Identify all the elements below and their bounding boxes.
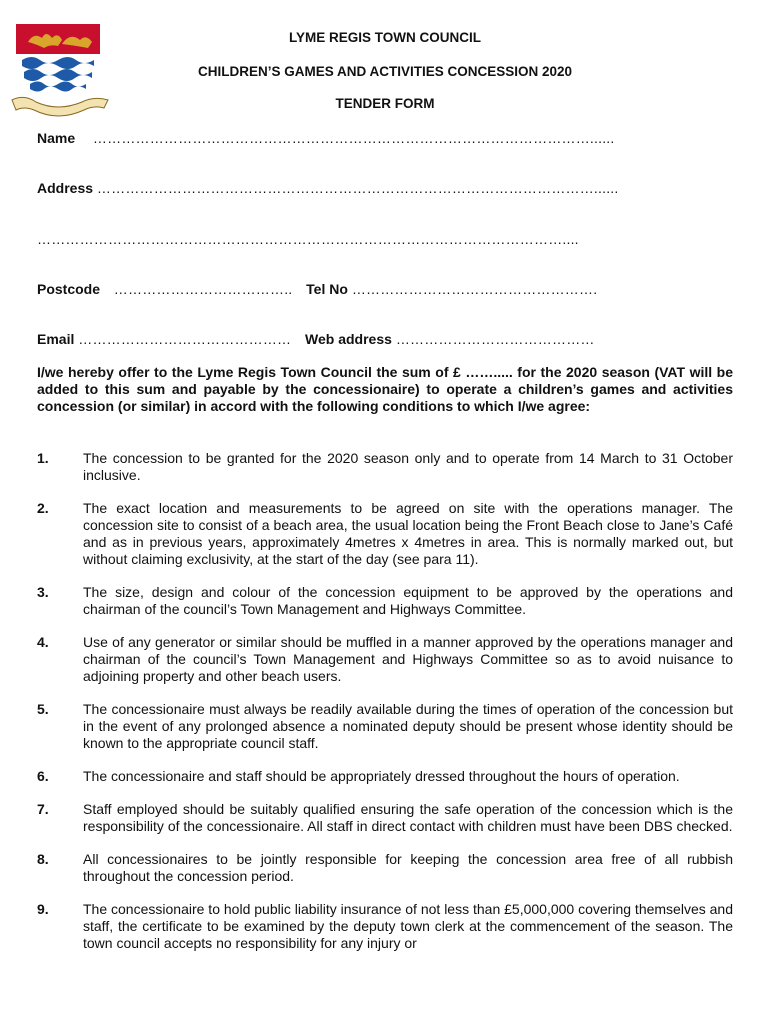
- email-web-row: [37, 331, 595, 347]
- address2-entry-line[interactable]: …………………………………………………………………………………………………....: [37, 231, 579, 247]
- offer-paragraph: I/we hereby offer to the Lyme Regis Town Council the sum of £ ……..... for the 2020 season (VAT will be added to this sum and payable by the concessionaire) to operate a children’s games and activities concession (or similar) in accord with the following conditions to which I/we agree:: [37, 364, 733, 414]
- condition-number: 8.: [37, 851, 49, 867]
- address-field-row: [37, 180, 618, 196]
- web-entry-line[interactable]: ……………………………………: [395, 331, 595, 347]
- condition-number: 3.: [37, 584, 49, 600]
- list-item: [37, 701, 733, 752]
- list-item: [37, 901, 733, 952]
- list-item: [37, 450, 733, 484]
- list-item: [37, 768, 733, 785]
- condition-text: All concessionaires to be jointly responsible for keeping the concession area free of all rubbish throughout the concession period.: [83, 851, 733, 884]
- postcode-tel-row: [37, 281, 597, 297]
- list-item: [37, 634, 733, 685]
- email-entry-line[interactable]: ………………………………………: [78, 331, 292, 347]
- condition-text: The concessionaire and staff should be appropriately dressed throughout the hours of operation.: [83, 768, 680, 784]
- address-entry-line[interactable]: ……………………………………………………………………………………………......: [96, 180, 619, 196]
- council-name: LYME REGIS TOWN COUNCIL: [288, 30, 481, 45]
- list-item: [37, 500, 733, 568]
- list-item: [37, 801, 733, 835]
- postcode-label: Postcode: [37, 281, 101, 297]
- condition-text: Use of any generator or similar should be muffled in a manner approved by the operations manager and chairman of the council’s Town Management and Highways Committee so as to avoid nuisance to adjoining property and other beach users.: [83, 634, 733, 684]
- condition-text: Staff employed should be suitably qualified ensuring the safe operation of the concession which is the responsibility of the concessionaire. All staff in direct contact with children must have been DBS checked.: [83, 801, 733, 834]
- address-line-2: [37, 231, 579, 247]
- document-title: CHILDREN’S GAMES AND ACTIVITIES CONCESSION 2020: [197, 64, 573, 79]
- condition-number: 5.: [37, 701, 49, 717]
- condition-number: 6.: [37, 768, 49, 784]
- condition-text: The exact location and measurements to be agreed on site with the operations manager. The concession site to consist of a beach area, the usual location being the Front Beach close to Jane’s Café and as in previous years, approximately 4metres x 4metres in area. This is normally marked out, but without claiming exclusivity, at the start of the day (see para 11).: [83, 500, 733, 567]
- condition-number: 4.: [37, 634, 49, 650]
- condition-text: The concession to be granted for the 2020 season only and to operate from 14 March to 31 October inclusive.: [83, 450, 733, 483]
- name-entry-line[interactable]: ……………………………………………………………………………………………......: [92, 130, 615, 146]
- condition-number: 9.: [37, 901, 49, 917]
- condition-text: The size, design and colour of the concession equipment to be approved by the operations and chairman of the council’s Town Management and Highways Committee.: [83, 584, 733, 617]
- email-label: Email: [37, 331, 75, 347]
- condition-text: The concessionaire must always be readily available during the times of operation of the concession but in the event of any prolonged absence a nominated deputy should be present whose identity should be known to the appropriate council staff.: [83, 701, 733, 751]
- address-label: Address: [37, 180, 94, 196]
- list-item: [37, 584, 733, 618]
- condition-number: 1.: [37, 450, 49, 466]
- document-subtitle: TENDER FORM: [335, 96, 435, 111]
- name-field-row: [37, 130, 614, 146]
- postcode-entry-line[interactable]: ………………………………..: [113, 281, 293, 297]
- name-label: Name: [37, 130, 76, 146]
- condition-text: The concessionaire to hold public liability insurance of not less than £5,000,000 covering themselves and staff, the certificate to be examined by the deputy town clerk at the commencement of the season. The town council accepts no responsibility for any injury or: [83, 901, 733, 951]
- list-item: [37, 851, 733, 885]
- tel-label: Tel No: [306, 281, 348, 297]
- tel-entry-line[interactable]: …………………………………………….: [351, 281, 598, 297]
- condition-number: 7.: [37, 801, 49, 817]
- condition-number: 2.: [37, 500, 49, 516]
- conditions-list: [37, 450, 733, 952]
- web-label: Web address: [305, 331, 392, 347]
